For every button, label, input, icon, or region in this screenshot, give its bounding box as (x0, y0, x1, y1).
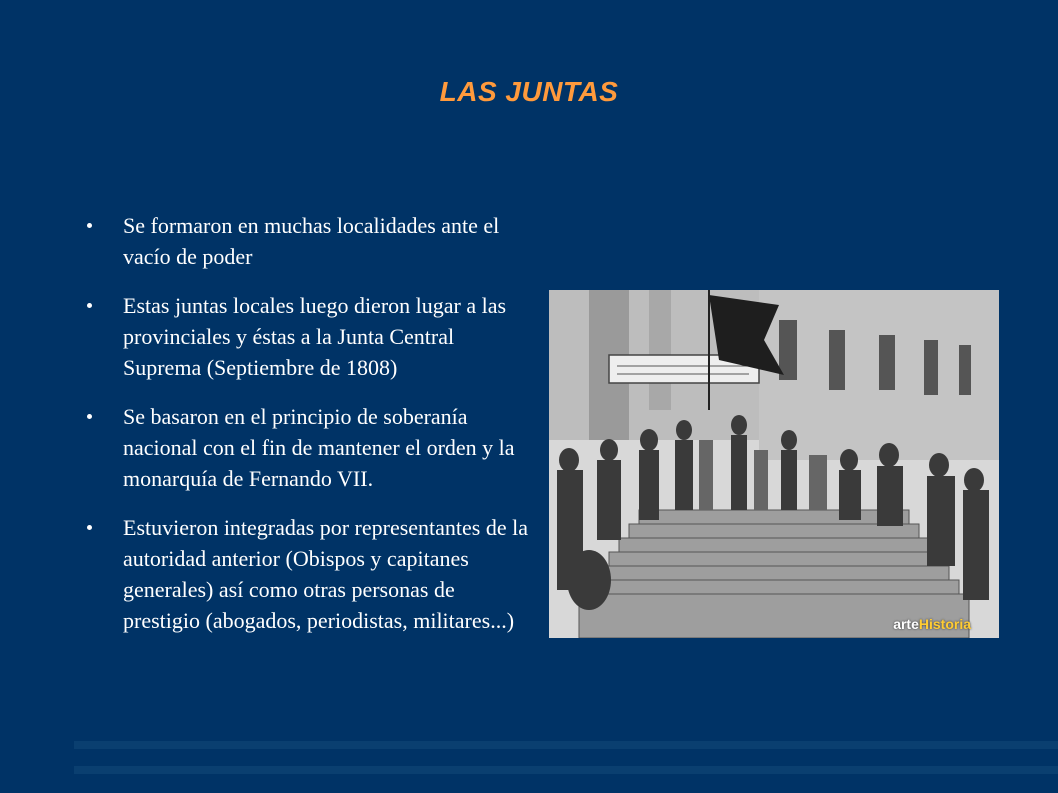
bullet-item (84, 290, 534, 383)
arte-historia-watermark: arteHistoria (893, 616, 971, 632)
slide-title: LAS JUNTAS (439, 76, 619, 107)
bullet-text: Se formaron en muchas localidades ante el vacío de poder (123, 213, 500, 269)
bullet-item (84, 401, 534, 494)
bullet-dot-icon (87, 223, 92, 228)
bullet-text: Se basaron en el principio de soberanía nacional con el fin de mantener el orden y la monarquía de Fernando VII. (123, 404, 515, 491)
decorative-stripe-2 (74, 766, 1058, 774)
decorative-stripe-1 (74, 741, 1058, 749)
bullet-text: Estuvieron integradas por representantes de la autoridad anterior (Obispos y capitanes generales) así como otras personas de prestigio (abogados, periodistas, militares...) (123, 515, 529, 633)
historical-engraving-image (549, 290, 999, 638)
bullet-text: Estas juntas locales luego dieron lugar a las provinciales y éstas a la Junta Central Suprema (Septiembre de 1808) (123, 293, 507, 380)
engraving-illustration (549, 290, 999, 638)
bullet-dot-icon (87, 303, 92, 308)
bullet-item (84, 512, 534, 636)
bullet-list (84, 210, 534, 654)
bullet-dot-icon (87, 414, 92, 419)
bullet-dot-icon (87, 525, 92, 530)
bullet-item (84, 210, 534, 272)
